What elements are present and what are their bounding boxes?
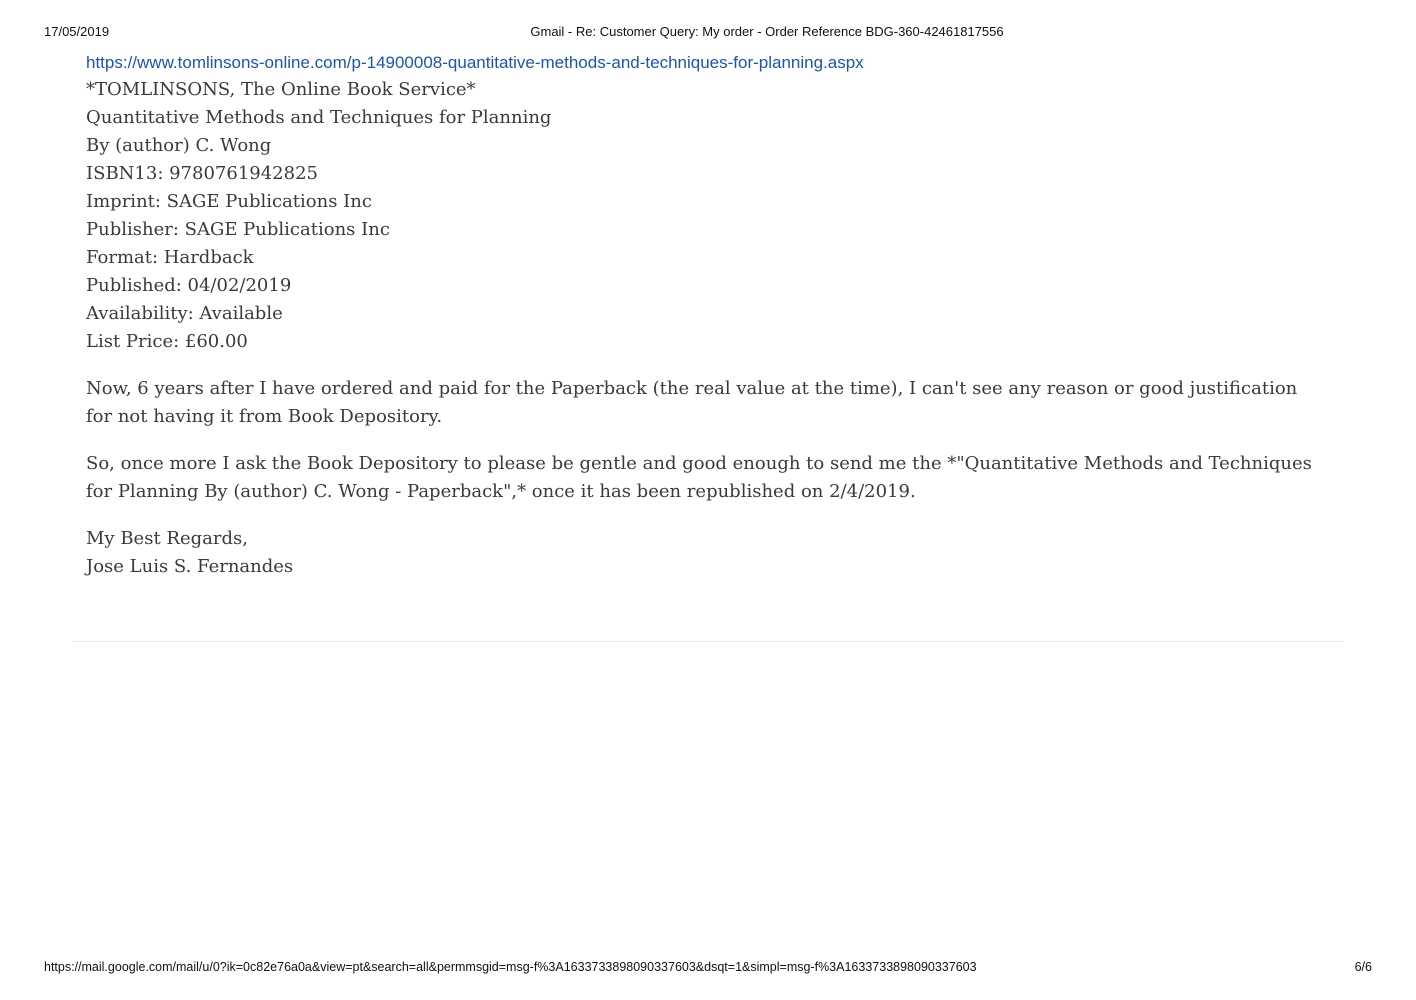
print-footer-url: https://mail.google.com/mail/u/0?ik=0c82e76a0a&view=pt&search=all&permmsgid=msg-f%3A1633733898090337603&dsqt=1&simpl=msg-f%3A1633733898090337603 [44,960,977,974]
book-title-line: Quantitative Methods and Techniques for Planning [86,107,552,128]
book-publisher-line: Publisher: SAGE Publications Inc [86,219,390,240]
signature-name: Jose Luis S. Fernandes [86,556,294,577]
product-link[interactable]: https://www.tomlinsons-online.com/p-14900008-quantitative-methods-and-techniques-for-planning.aspx [86,53,864,72]
book-price-line: List Price: £60.00 [86,331,248,352]
book-published-line: Published: 04/02/2019 [86,275,292,296]
signoff [86,525,1326,581]
message-body [86,50,1326,581]
print-title: Gmail - Re: Customer Query: My order - Order Reference BDG-360-42461817556 [530,24,1004,39]
message-paragraph: So, once more I ask the Book Depository to please be gentle and good enough to send me the *"Quantitative Methods and Techniques for Planning By (author) C. Wong - Paperback",* once it has been republished on 2/4/2019. [86,453,1312,502]
book-imprint-line: Imprint: SAGE Publications Inc [86,191,372,212]
message-paragraph: Now, 6 years after I have ordered and paid for the Paperback (the real value at the time), I can't see any reason or good justification for not having it from Book Depository. [86,378,1298,427]
book-format-line: Format: Hardback [86,247,254,268]
book-store-line: *TOMLINSONS, The Online Book Service* [86,79,476,100]
book-author-line: By (author) C. Wong [86,135,272,156]
message-divider [72,641,1344,642]
signoff-line: My Best Regards, [86,528,248,549]
print-date: 17/05/2019 [44,24,110,39]
book-availability-line: Availability: Available [86,303,283,324]
page-number: 6/6 [1354,960,1372,974]
book-isbn-line: ISBN13: 9780761942825 [86,163,318,184]
book-details [86,76,1326,356]
